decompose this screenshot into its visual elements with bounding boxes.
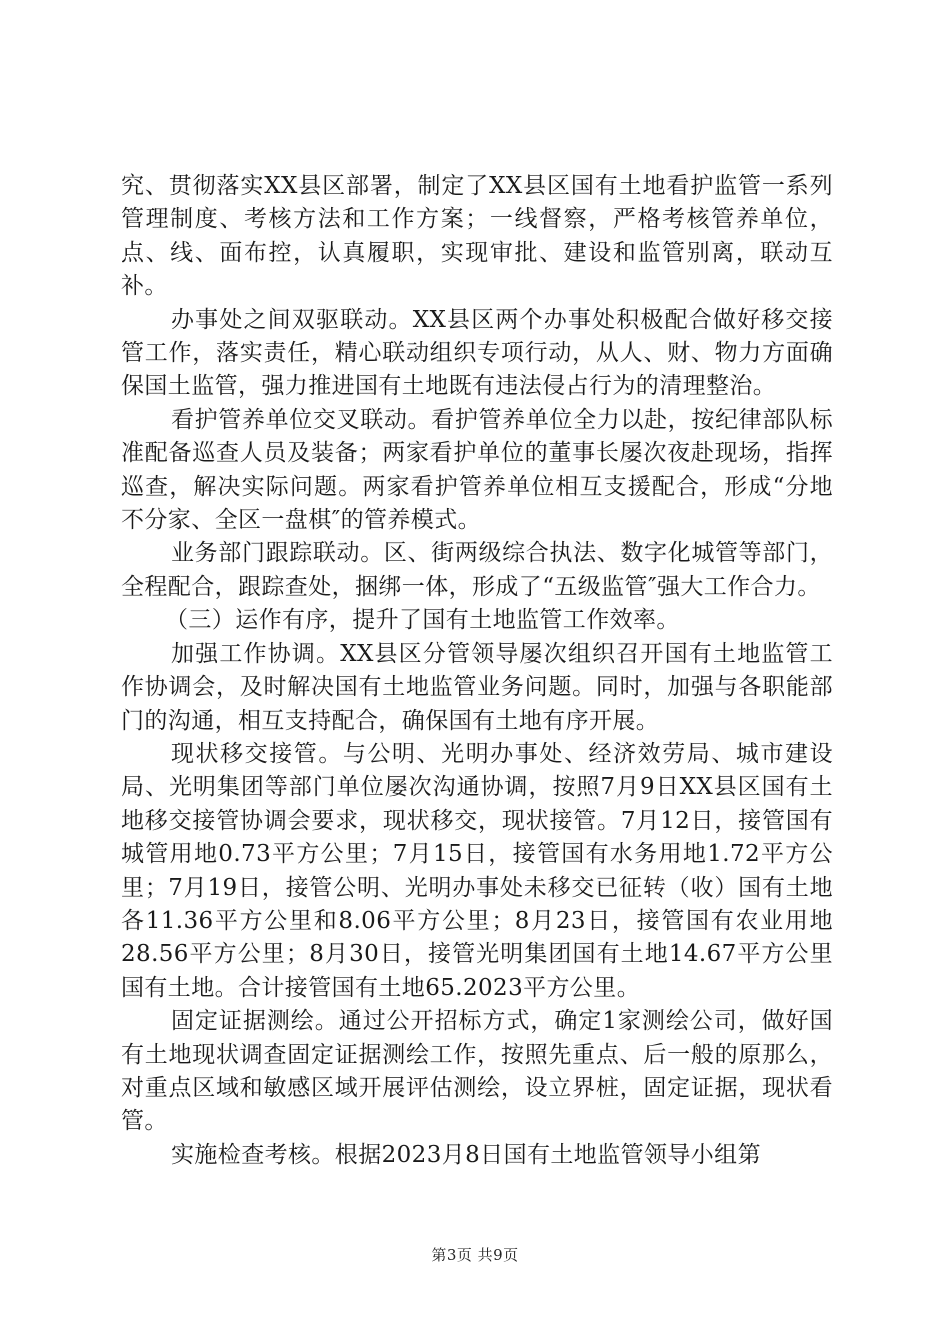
paragraph-coordination: 加强工作协调。XX县区分管领导屡次组织召开国有土地监管工作协调会，及时解决国有土地监管业务问题。同时，加强与各职能部门的沟通，相互支持配合，确保国有土地有序开展。 [121, 640, 833, 734]
paragraph-maintenance-linkage: 看护管养单位交叉联动。看护管养单位全力以赴，按纪律部队标准配备巡查人员及装备；两家看护单位的董事长屡次夜赴现场，指挥巡查，解决实际问题。两家看护管养单位相互支援配合，形成“分地不分家、全区一盘棋″的管养模式。 [121, 406, 833, 534]
document-body [121, 170, 833, 1172]
paragraph-surveying: 固定证据测绘。通过公开招标方式，确定1家测绘公司，做好国有土地现状调查固定证据测绘工作，按照先重点、后一般的原那么，对重点区域和敏感区域开展评估测绘，设立界桩，固定证据，现状看管。 [121, 1008, 833, 1135]
paragraph-handover: 现状移交接管。与公明、光明办事处、经济效劳局、城市建设局、光明集团等部门单位屡次沟通协调，按照7月9日XX县区国有土地移交接管协调会要求，现状移交，现状接管。7月12日，接管国有城管用地0.73平方公里；7月15日，接管国有水务用地1.72平方公里；7月19日，接管公明、光明办事处未移交已征转（收）国有土地各11.36平方公里和8.06平方公里；8月23日，接管国有农业用地28.56平方公里；8月30日，接管光明集团国有土地14.67平方公里国有土地。合计接管国有土地65.2023平方公里。 [121, 740, 833, 1001]
paragraph-continuation: 究、贯彻落实XX县区部署，制定了XX县区国有土地看护监管一系列管理制度、考核方法和工作方案；一线督察，严格考核管养单位，点、线、面布控，认真履职，实现审批、建设和监管别离，联动互补。 [121, 173, 833, 300]
page-footer: 第3页 共9页 [431, 1246, 519, 1264]
paragraph-department-linkage: 业务部门跟踪联动。区、街两级综合执法、数字化城管等部门，全程配合，跟踪查处，捆绑一体，形成了“五级监管″强大工作合力。 [121, 540, 833, 600]
paragraph-office-linkage: 办事处之间双驱联动。XX县区两个办事处积极配合做好移交接管工作，落实责任，精心联动组织专项行动，从人、财、物力方面确保国土监管，强力推进国有土地既有违法侵占行为的清理整治。 [121, 306, 833, 400]
paragraph-inspection: 实施检查考核。根据2023月8日国有土地监管领导小组第 [171, 1141, 761, 1168]
section-heading-3: （三）运作有序，提升了国有土地监管工作效率。 [165, 607, 680, 634]
